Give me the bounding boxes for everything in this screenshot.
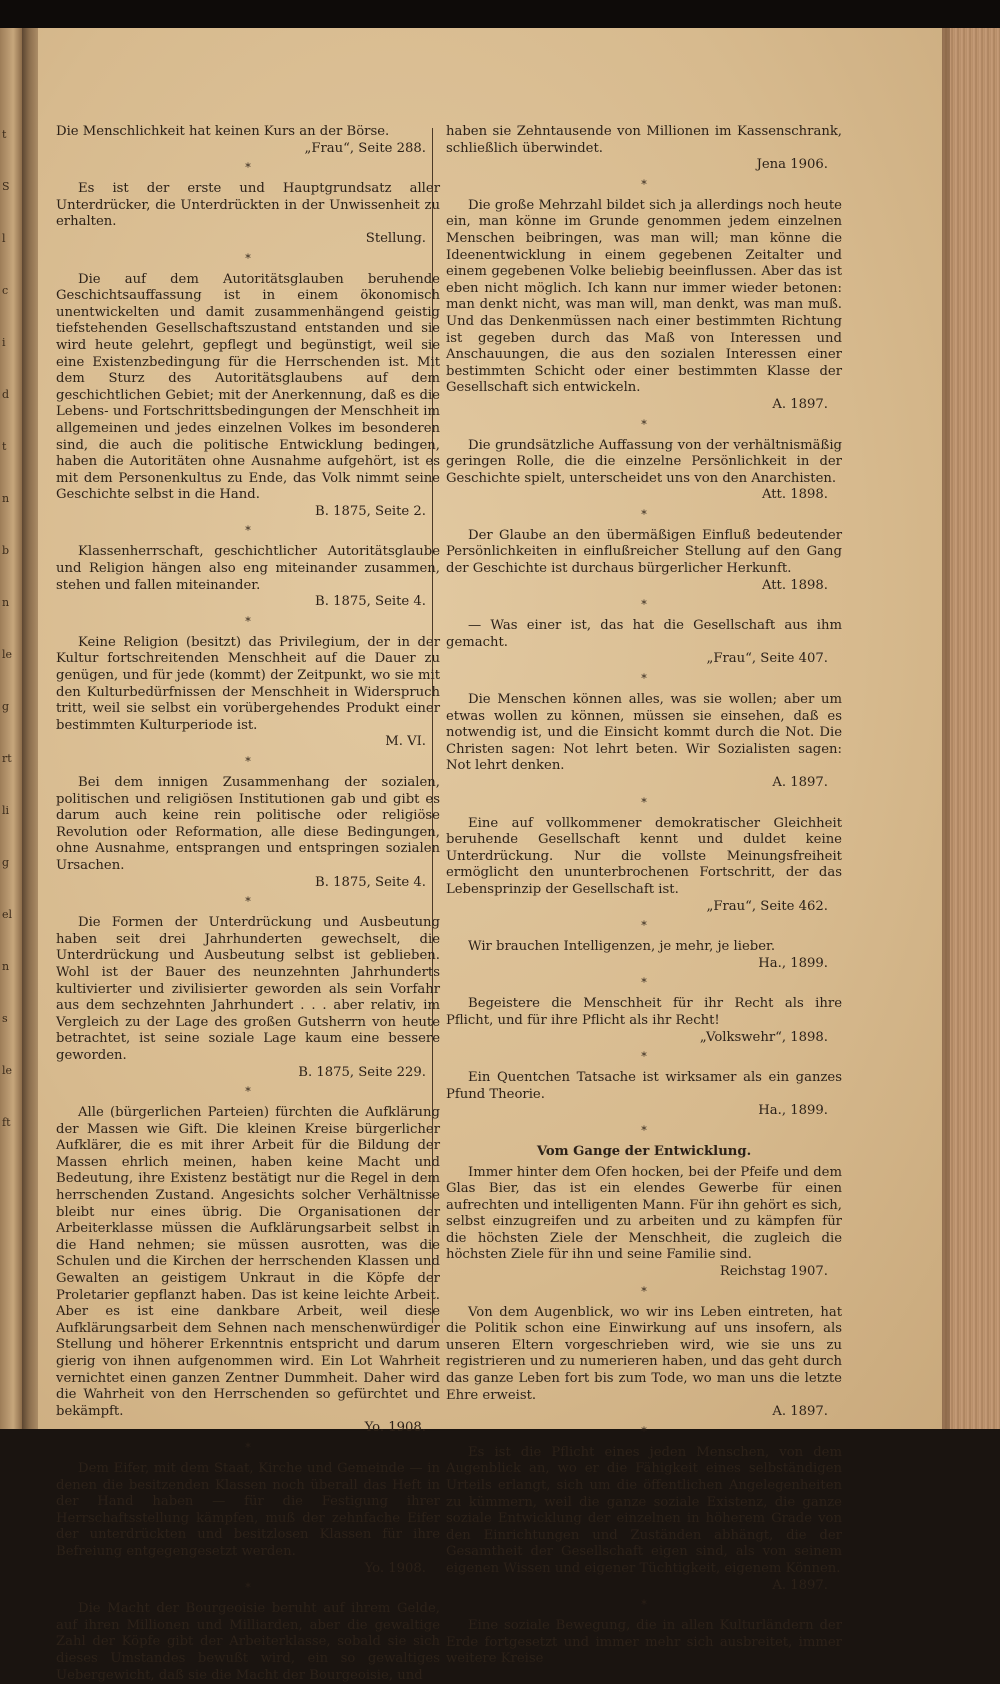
separator-asterisk: * [245,1581,251,1595]
quote-text: Es ist der erste und Hauptgrundsatz aller Unterdrücker, die Unterdrückten in der Unwissenheit zu erhalten. [56,181,440,230]
quote-entry [56,124,440,157]
quote-entry [56,181,440,247]
margin-glyph: l [2,232,6,245]
separator-asterisk: * [245,1440,251,1454]
quote-entry [56,1461,440,1577]
quote-entry [446,692,842,792]
right-column [446,124,842,1668]
margin-glyph: s [2,1012,8,1025]
quote-source: Ha., 1899. [758,955,828,971]
quote-text: Dem Eifer, mit dem Staat, Kirche und Gemeinde — in denen die besitzenden Klassen noch überall das Heft in der Hand haben — für die Festigung ihrer Herrschaftsstellung kämpfen, muß der zehnfache Eifer der unterdrückten und besitzlosen Klassen für ihre Befreiung entgegengesetzt werden. [56,1460,440,1559]
separator-asterisk: * [641,1598,647,1612]
margin-glyph: t [2,128,7,141]
quote-text: Die auf dem Autoritätsglauben beruhende Geschichtsauffassung ist in einem ökonomisch unentwickelten und damit zusammenhängend geistig tiefstehenden Gesellschaftszustand entstanden und sie wird heute gelehrt, gepflegt und begünstigt, weil sie eine Existenzbedingung für die Herrschenden ist. Mit dem Sturz des Autoritätsglaubens auf dem geschichtlichen Gebiet; mit der Anerkennung, daß es die Lebens- und Fortschrittsbedingungen der Menschheit im allgemeinen und jedes einzelnen Volkes im besonderen sind, die auch die politische Entwicklung bedingen, haben die Autoritäten ohne Ausnahme aufgehört, ist es mit dem Personenkultus zu Ende, das Volk nimmt seine Geschichte selbst in die Hand. [56,271,440,503]
margin-glyph: b [2,544,10,557]
separator-asterisk: * [245,524,251,538]
quote-text: Ein Quentchen Tatsache ist wirksamer als ein ganzes Pfund Theorie. [446,1070,842,1102]
margin-glyph: n [2,492,10,505]
quote-source: Yo. 1908. [364,1420,426,1436]
margin-glyph: rt [2,752,12,765]
quote-text: Es ist die Pflicht eines jeden Menschen, von dem Augenblick an, wo er die Fähigkeit eines selbständigen Urteils erlangt, sich um die öffentlichen Angelegenheiten zu kümmern, weil die ganze soziale Existenz, die ganze soziale Entwicklung der einzelnen in höherem Grade von den Einrichtungen und Zuständen abhängt, die der Gesamtheit der Gesellschaft eigen sind, als von seinem eigenen Wissen und eigener Tüchtigkeit, eigenem Können. [446,1444,842,1576]
separator-asterisk: * [641,417,647,431]
quote-text: Die Formen der Unterdrückung und Ausbeutung haben seit drei Jahrhunderten gewechselt, die Unterdrückung und Ausbeutung selbst ist geblieben. Wohl ist der Bauer des neunzehnten Jahrhunderts kultivierter und zivilisierter geworden als sein Vorfahr aus dem sechzehnten Jahrhundert . . . aber relativ, im Vergleich zu der Lage des großen Gutsherrn von heute betrachtet, ist seine soziale Lage kaum eine bessere geworden. [56,915,440,1063]
separator-asterisk: * [641,177,647,191]
separator-asterisk: * [245,1085,251,1099]
quote-text: Die Menschlichkeit hat keinen Kurs an der Börse. [56,124,390,139]
quote-source: Yo. 1908. [364,1560,426,1576]
quote-entry [446,939,842,972]
separator-asterisk: * [641,976,647,990]
left-column [56,124,440,1684]
quote-entry [56,1601,440,1684]
separator-asterisk: * [641,598,647,612]
quote-source: B. 1875, Seite 2. [315,503,426,519]
quote-entry [56,775,440,891]
margin-glyph: le [2,1064,13,1077]
quote-text: Die Macht der Bourgeoisie beruht auf ihrem Gelde, auf ihren Millionen und Milliarden, aber die gewaltige Zahl der Köpfe gibt der Arbeiterklasse, sobald sie sich dieses Umstandes bewußt wird, ein so gewaltiges Uebergewicht, daß sie die Macht der Bourgeoisie, und [56,1601,440,1683]
quote-source: B. 1875, Seite 4. [315,874,426,890]
quote-source: Stellung. [365,230,426,246]
quote-entry [446,816,842,916]
separator-asterisk: * [641,919,647,933]
margin-glyph: li [2,804,10,817]
margin-glyph: d [2,388,10,401]
separator-asterisk: * [245,161,251,175]
margin-glyph: t [2,440,7,453]
quote-source: „Frau“, Seite 407. [706,651,828,667]
quote-entry [56,272,440,521]
margin-glyph: i [2,336,6,349]
separator-asterisk: * [641,1123,647,1137]
margin-glyph: S [2,180,10,193]
separator-asterisk: * [641,1424,647,1438]
margin-glyph: el [2,908,13,921]
quote-text: haben sie Zehntausende von Millionen im Kassenschrank, schließlich überwindet. [446,124,842,156]
quote-source: Jena 1906. [756,157,828,173]
separator-asterisk: * [245,251,251,265]
margin-glyph: ft [2,1116,11,1129]
quote-source: Reichstag 1907. [719,1264,828,1280]
quote-source: Ha., 1899. [758,1103,828,1119]
quote-source: Att. 1898. [761,577,828,593]
quote-source: M. VI. [385,734,426,750]
quote-text: Eine auf vollkommener demokratischer Gleichheit beruhende Gesellschaft kennt und duldet keine Unterdrückung. Nur die vollste Meinungsfreiheit ermöglicht den ununterbrochenen Fortschritt, der das Lebensprinzip der Gesellschaft ist. [446,815,842,897]
top-dark-border [0,0,1000,28]
section-heading: Vom Gange der Entwicklung. [536,1143,752,1159]
page-stack-edge [942,28,1000,1429]
quote-text: Klassenherrschaft, geschichtlicher Autoritätsglaube und Religion hängen also eng miteinander zusammen, stehen und fallen miteinander. [56,544,440,593]
quote-entry [446,1070,842,1120]
separator-asterisk: * [641,507,647,521]
quote-entry [446,528,842,594]
quote-text: Die grundsätzliche Auffassung von der verhältnismäßig geringen Rolle, die die einzelne Persönlichkeit in der Geschichte spielt, unterscheidet uns von den Anarchisten. [446,437,842,486]
quote-source: A. 1897. [772,1404,828,1420]
quote-entry [56,635,440,751]
quote-source: „Frau“, Seite 288. [304,140,426,156]
quote-text: Der Glaube an den übermäßigen Einfluß bedeutender Persönlichkeiten in einflußreicher Stellung auf den Gang der Geschichte ist durchaus bürgerlicher Herkunft. [446,527,842,577]
separator-asterisk: * [641,1284,647,1298]
quote-source: Att. 1898. [761,487,828,503]
quote-entry [446,198,842,414]
quote-entry [446,996,842,1046]
quote-text: Begeistere die Menschheit für ihr Recht als ihre Pflicht, und für ihre Pflicht als ihr Recht! [446,996,842,1028]
separator-asterisk: * [641,1050,647,1064]
adjacent-page-edge [0,28,22,1429]
quote-source: „Volkswehr“, 1898. [699,1029,828,1045]
separator-asterisk: * [641,795,647,809]
quote-source: A. 1897. [772,396,828,412]
quote-text: Von dem Augenblick, wo wir ins Leben eintreten, hat die Politik schon eine Einwirkung auf uns insofern, als unseren Eltern vorgeschrieben wird, wie sie uns zu registrieren und zu numerieren haben, und das geht durch das ganze Leben fort bis zum Tode, wo man uns die letzte Ehre erweist. [446,1304,842,1403]
quote-text: — Was einer ist, das hat die Gesellschaft aus ihm gemacht. [446,618,842,650]
margin-glyph: g [2,856,10,869]
quote-entry [446,124,842,174]
separator-asterisk: * [245,755,251,768]
quote-entry [446,1144,842,1281]
margin-glyph: n [2,596,10,609]
separator-asterisk: * [245,895,251,909]
quote-text: Eine soziale Bewegung, die in allen Kulturländern der Erde fortgesetzt und immer mehr sich ausbreitet, immer weitere Kreise [446,1618,842,1667]
quote-text: Alle (bürgerlichen Parteien) fürchten die Aufklärung der Massen wie Gift. Die kleinen Kreise bürgerlicher Aufklärer, die es mit ihrer Arbeit für die Bildung der Massen ehrlich meinen, haben keine Macht und Bedeutung, ihre Existenz bestätigt nur die Regel in dem herrschenden Zustand. Angesichts solcher Verhältnisse bleibt nur eines übrig. Die Organisationen der Arbeiterklasse müssen die Aufklärungsarbeit selbst in die Hand nehmen; sie müssen ausrotten, was die Schulen und die Kirchen der herrschenden Klassen und Gewalten an geistigem Unkraut in die Köpfe der Proletarier gepflanzt haben. Das ist keine leichte Arbeit. Aber es ist eine dankbare Arbeit, weil diese Aufklärungsarbeit dem Sehnen nach menschenwürdiger Stellung und höherer Erkenntnis entspricht und darum gierig von ihnen aufgenommen wird. Ein Lot Wahrheit vernichtet einen ganzen Zentner Dummheit. Daher wird die Wahrheit von den Herrschenden so gefürchtet und bekämpft. [56,1105,440,1419]
quote-source: A. 1897. [772,1577,828,1593]
quote-text: Keine Religion (besitzt) das Privilegium, der in der Kultur fortschreitenden Menschheit auf die Dauer zu genügen, und für jede (kommt) der Zeitpunkt, wo sie mit den Kulturbedürfnissen der Menschheit in Widerspruch tritt, weil sie selbst ein vorübergehendes Produkt einer bestimmten Kulturperiode ist. [56,634,440,733]
margin-glyph: g [2,700,10,713]
quote-entry [56,915,440,1081]
quote-entry [446,1305,842,1421]
quote-text: Bei dem innigen Zusammenhang der sozialen, politischen und religiösen Institutionen gab und gibt es darum auch keine rein politische oder religiöse Revolution oder Reformation, alle diese Bedingungen, ohne Ausnahme, entsprangen und entspringen sozialen Ursachen. [56,775,440,873]
quote-entry [446,1445,842,1594]
quote-text: Die große Mehrzahl bildet sich ja allerdings noch heute ein, man könne im Grunde genommen jedem einzelnen Menschen beibringen, was man will; man könne die Ideenentwicklung in einem gegebenen Zeitalter und einem gegebenen Volke beliebig beeinflussen. Aber das ist eben nicht möglich. Ich kann nur immer wieder betonen: man denkt nicht, was man will, man denkt, was man muß. Und das Denkenmüssen nach einer bestimmten Richtung ist gegeben durch das Maß von Interessen und Anschauungen, die aus den sozialen Interessen einer bestimmten Schicht oder einer bestimmten Klasse der Gesellschaft sich entwickeln. [446,197,842,396]
quote-entry [56,1105,440,1437]
margin-glyph: c [2,284,9,297]
quote-source: A. 1897. [772,775,828,790]
quote-source: „Frau“, Seite 462. [706,898,828,914]
separator-asterisk: * [641,672,647,686]
margin-glyph: n [2,960,10,973]
separator-asterisk: * [245,614,251,628]
quote-entry [446,438,842,504]
quote-source: B. 1875, Seite 229. [298,1064,426,1080]
quote-entry [56,544,440,610]
quote-entry [446,618,842,668]
quote-text: Wir brauchen Intelligenzen, je mehr, je lieber. [468,939,776,955]
quote-text: Die Menschen können alles, was sie wollen; aber um etwas wollen zu können, müssen sie einsehen, daß es notwendig ist, und die Einsicht kommt durch die Not. Die Christen sagen: Not lehrt beten. Wir Sozialisten sagen: Not lehrt denken. [446,692,842,774]
quote-text: Immer hinter dem Ofen hocken, bei der Pfeife und dem Glas Bier, das ist ein elendes Gewerbe für einen aufrechten und intelligenten Mann. Für ihn gehört es sich, selbst einzugreifen und zu arbeiten und zu kämpfen für die höchsten Ziele der Menschheit, die zugleich die höchsten Ziele für ihn und seine Familie sind. [446,1164,842,1263]
quote-entry [446,1618,842,1668]
quote-source: B. 1875, Seite 4. [315,594,426,610]
margin-glyph: le [2,648,13,661]
